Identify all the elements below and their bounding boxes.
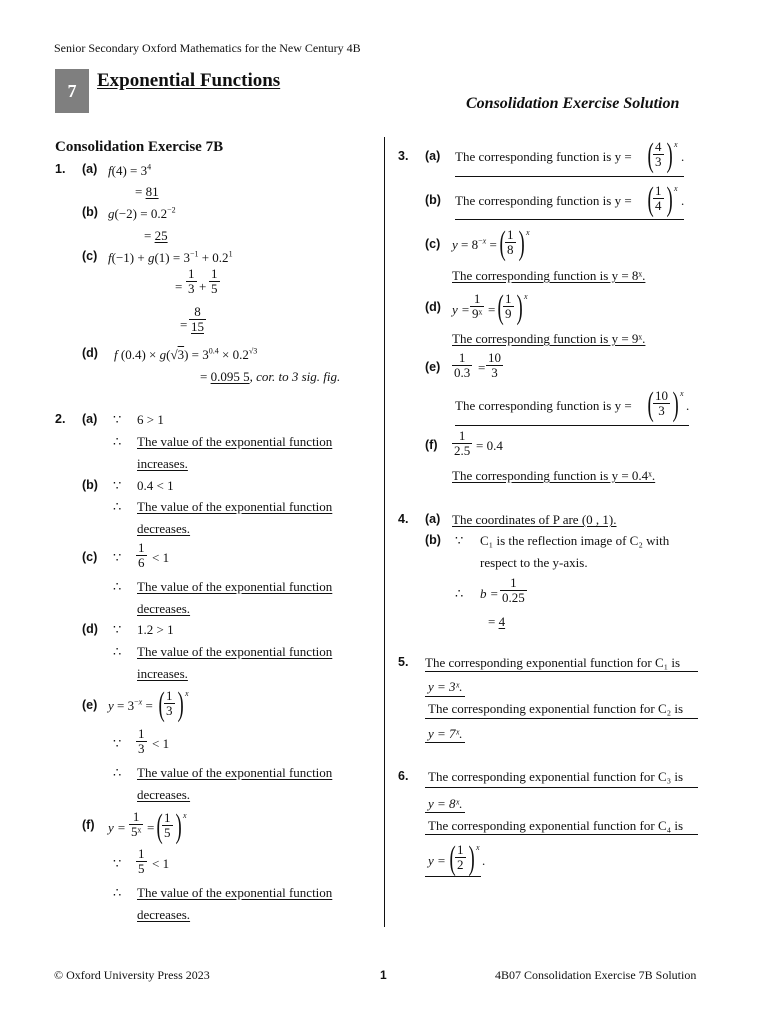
because-icon: ∵ [113, 622, 122, 637]
paren-left: ( [499, 225, 506, 262]
q2f-lt: < 1 [152, 856, 170, 871]
because-icon: ∵ [455, 533, 464, 548]
q1c-label: (c) [82, 249, 98, 263]
q1d-label: (d) [82, 346, 98, 360]
q3a-underline [455, 176, 684, 177]
therefore-icon: ∴ [455, 586, 464, 601]
q2f-eq: = [147, 820, 155, 835]
q1a-label: (a) [82, 162, 98, 176]
q4b-lhs: b = [480, 586, 499, 601]
q3a-label: (a) [425, 149, 441, 163]
q2e-result-2: decreases. [137, 787, 191, 802]
q3f-answer: The corresponding function is y = 0.4ˣ. [452, 468, 656, 483]
q6-frac: 1 2 [457, 842, 464, 872]
q3c-lhs: $y = 8^{-x}$ = [452, 236, 497, 252]
q2c-frac: 1 6 [138, 540, 145, 570]
q4b-answer: = 4 [488, 614, 506, 629]
footer-copyright: © Oxford University Press 2023 [54, 968, 210, 982]
paren-right: ) [516, 289, 523, 326]
q5-line3: The corresponding exponential function for C₂ is [428, 701, 684, 716]
q2e-exp: x [185, 689, 189, 698]
because-icon: ∵ [113, 412, 122, 427]
q3d-answer: The corresponding function is y = 9ˣ. [452, 331, 646, 346]
q2d-result-1: The value of the exponential function [137, 644, 333, 659]
paren-left: ( [158, 686, 165, 723]
q3d-lhs: y = [452, 302, 470, 317]
q3b-label: (b) [425, 193, 441, 207]
q1c-eq2: = [180, 317, 188, 332]
paren-left: ( [156, 808, 163, 845]
therefore-icon: ∴ [113, 644, 122, 659]
q6-lhs: y = [428, 853, 446, 868]
q6-underline-2 [425, 812, 465, 813]
q4a-label: (a) [425, 512, 441, 526]
q6-dot: . [482, 853, 486, 868]
q3d-eq: = [488, 302, 496, 317]
q6-line3: The corresponding exponential function for C₄ is [428, 818, 684, 833]
q6-exp: x [476, 843, 480, 852]
q1c-eq1: = [175, 279, 183, 294]
q3b-frac: 1 4 [655, 183, 662, 213]
page-number: 1 [380, 968, 387, 982]
q2d-cond: 1.2 > 1 [137, 622, 174, 637]
q5-line2: y = 3ˣ. [428, 679, 463, 694]
q1a-answer: = 81 [135, 184, 159, 199]
q3e-frac1: 1 0.3 [454, 350, 471, 380]
q2c-label: (c) [82, 550, 98, 564]
book-title: Senior Secondary Oxford Mathematics for the New Century 4B [54, 41, 361, 55]
q6-line1: The corresponding exponential function for C₃ is [428, 769, 684, 784]
paren-right: ) [177, 686, 184, 723]
q6-underline-4 [425, 876, 481, 877]
q3f-label: (f) [425, 438, 438, 452]
column-divider [384, 137, 385, 927]
q2b-cond: 0.4 < 1 [137, 478, 174, 493]
q6-label: 6. [398, 769, 409, 783]
q3b-dot: . [681, 193, 685, 208]
q6-underline-3 [425, 834, 698, 835]
q4a-answer: The coordinates of P are (0 , 1). [452, 512, 617, 527]
q3e-text: The corresponding function is y = [455, 398, 632, 413]
paren-right: ) [666, 137, 673, 174]
section-title: Consolidation Exercise 7B [55, 139, 224, 155]
q2-label: 2. [55, 412, 66, 426]
q2e-label: (e) [82, 698, 98, 712]
q5-line1: The corresponding exponential function for C₁ is [425, 655, 681, 670]
q1c-plus: + [199, 279, 207, 294]
because-icon: ∵ [113, 856, 122, 871]
q3f-frac: 1 2.5 [454, 428, 471, 458]
q2a-cond: 6 > 1 [137, 412, 164, 427]
q3a-frac: 4 3 [655, 139, 662, 169]
q1c-answer: 8 15 [191, 304, 204, 334]
therefore-icon: ∴ [113, 765, 122, 780]
q3e-underline [455, 425, 689, 426]
therefore-icon: ∴ [113, 499, 122, 514]
q2c-lt: < 1 [152, 550, 170, 565]
q2d-result-2: increases. [137, 666, 188, 681]
q1c-line1: $f(-1) + g(1) = 3^{-1} + 0.2^1$ [108, 249, 233, 265]
q5-line4: y = 7ˣ. [428, 726, 463, 741]
paren-left: ( [647, 181, 654, 218]
paren-left: ( [497, 289, 504, 326]
q3e-dot: . [686, 398, 690, 413]
q3a-dot: . [681, 149, 685, 164]
q2d-label: (d) [82, 622, 98, 636]
q4-label: 4. [398, 512, 409, 526]
q1-label: 1. [55, 162, 66, 176]
q2e-lt: < 1 [152, 736, 170, 751]
chapter-number: 7 [67, 80, 77, 101]
q1b-label: (b) [82, 205, 98, 219]
q1d-answer: = 0.095 5, cor. to 3 sig. fig. [200, 369, 341, 384]
q2f-result-1: The value of the exponential function [137, 885, 333, 900]
q3d-frac2: 1 9 [505, 291, 512, 321]
because-icon: ∵ [113, 478, 122, 493]
q6-underline-1 [425, 787, 698, 788]
q3e-eq: = [478, 360, 486, 375]
q5-underline-1 [425, 671, 698, 672]
q1d-line1: f $(0.4) \times g(√3) = 3^{0.4} \times 0.2^{√3}$ [114, 346, 258, 362]
doc-type: Consolidation Exercise Solution [466, 95, 680, 112]
q2e-lhs: $y = 3^{-x}$ = [108, 697, 153, 713]
q3b-underline [455, 219, 684, 220]
q3c-frac: 1 8 [507, 227, 514, 257]
therefore-icon: ∴ [113, 885, 122, 900]
q3a-exp: x [674, 140, 678, 149]
paren-right: ) [518, 225, 525, 262]
q2a-label: (a) [82, 412, 98, 426]
paren-left: ( [449, 840, 456, 877]
q1a-line1: $f(4) = 3^4$ [108, 162, 152, 178]
q2f-frac2: 1 5 [164, 810, 171, 840]
footer-doc-code: 4B07 Consolidation Exercise 7B Solution [495, 968, 697, 982]
q2a-result-2: increases. [137, 456, 188, 471]
q3e-label: (e) [425, 360, 441, 374]
q4b-frac: 1 0.25 [502, 575, 525, 605]
q5-label: 5. [398, 655, 409, 669]
chapter-title: Exponential Functions [97, 70, 281, 91]
q3-label: 3. [398, 149, 409, 163]
paren-left: ( [647, 386, 654, 423]
q2a-result-1: The value of the exponential function [137, 434, 333, 449]
q2b-result-1: The value of the exponential function [137, 499, 333, 514]
paren-right: ) [468, 840, 475, 877]
q3d-label: (d) [425, 300, 441, 314]
q2e-result-1: The value of the exponential function [137, 765, 333, 780]
q3d-frac1: 1 9ˣ [472, 291, 483, 321]
paren-right: ) [672, 386, 679, 423]
q3b-exp: x [674, 184, 678, 193]
q6-line2: y = 8ˣ. [428, 796, 463, 811]
therefore-icon: ∴ [113, 579, 122, 594]
paren-right: ) [666, 181, 673, 218]
q4b-label: (b) [425, 533, 441, 547]
q1b-answer: = 25 [144, 228, 168, 243]
q2f-frac1: 1 5ˣ [131, 809, 142, 839]
q2b-label: (b) [82, 478, 98, 492]
q3e-frac3: 10 3 [655, 388, 668, 418]
q3f-rhs: = 0.4 [476, 438, 503, 453]
q2f-lhs: y = [108, 820, 126, 835]
q1c-frac2: 1 5 [211, 266, 218, 296]
q2c-result-2: decreases. [137, 601, 191, 616]
q2e-frac2: 1 3 [138, 726, 145, 756]
q2f-result-2: decreases. [137, 907, 191, 922]
q3c-exp: x [526, 228, 530, 237]
q2f-label: (f) [82, 818, 95, 832]
q3b-text: The corresponding function is y = [455, 193, 632, 208]
q5-underline-4 [425, 742, 465, 743]
q5-underline-3 [425, 718, 698, 719]
q2c-result-1: The value of the exponential function [137, 579, 333, 594]
q3e-frac2: 10 3 [488, 350, 501, 380]
q2f-frac3: 1 5 [138, 846, 145, 876]
paren-right: ) [175, 808, 182, 845]
q3c-label: (c) [425, 237, 441, 251]
q2e-frac: 1 3 [166, 688, 173, 718]
q2b-result-2: decreases. [137, 521, 191, 536]
q2f-exp: x [183, 811, 187, 820]
q3c-answer: The corresponding function is y = 8ˣ. [452, 268, 646, 283]
q4b-line2: respect to the y-axis. [480, 555, 588, 570]
q5-underline-2 [425, 696, 465, 697]
q4b-line1: C₁ is the reflection image of C₂ with [480, 533, 670, 548]
q3d-exp: x [524, 292, 528, 301]
q1b-line1: $g(-2) = 0.2^{-2}$ [108, 205, 176, 221]
chapter-number-badge [55, 69, 89, 113]
paren-left: ( [647, 137, 654, 174]
q1c-frac1: 1 3 [188, 266, 195, 296]
q3a-text: The corresponding function is y = [455, 149, 632, 164]
q3e-exp: x [680, 389, 684, 398]
because-icon: ∵ [113, 550, 122, 565]
therefore-icon: ∴ [113, 434, 122, 449]
because-icon: ∵ [113, 736, 122, 751]
